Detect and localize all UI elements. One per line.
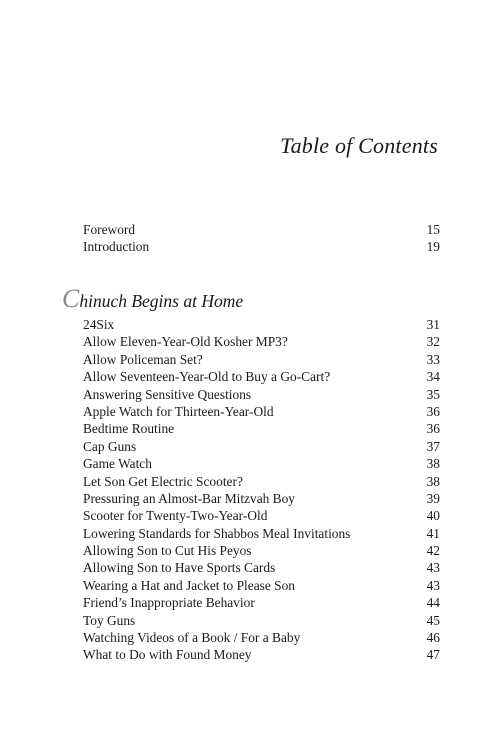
toc-entry[interactable] [83, 525, 440, 542]
toc-entry[interactable] [83, 368, 440, 385]
toc-entry-page-number: 19 [426, 239, 440, 255]
toc-entry-title: Wearing a Hat and Jacket to Please Son [83, 577, 295, 593]
toc-entry-page-number: 32 [426, 334, 440, 350]
toc-entry-page-number: 37 [426, 438, 440, 454]
toc-entry-page-number: 35 [426, 386, 440, 402]
toc-entry[interactable] [83, 490, 440, 507]
toc-entry-title: Lowering Standards for Shabbos Meal Invitations [83, 525, 351, 541]
toc-entry[interactable] [83, 612, 440, 629]
toc-entry-title: Bedtime Routine [83, 421, 175, 437]
toc-entry-title: Pressuring an Almost-Bar Mitzvah Boy [83, 490, 296, 506]
toc-entry[interactable] [83, 238, 440, 255]
toc-entry-title: Game Watch [83, 456, 152, 472]
toc-entry-page-number: 15 [426, 222, 440, 237]
toc-entry-title: Foreword [83, 222, 136, 237]
toc-entry-page-number: 45 [426, 612, 440, 628]
toc-entry-page-number: 44 [426, 595, 440, 611]
toc-entry-page-number: 36 [426, 403, 440, 419]
toc-entry[interactable] [83, 438, 440, 455]
page-title: Table of Contents [280, 133, 438, 158]
section-heading [62, 284, 243, 314]
toc-entry-page-number: 36 [426, 421, 440, 437]
toc-entry-page-number: 40 [426, 508, 440, 524]
toc-entry-title: Allow Policeman Set? [83, 351, 203, 367]
toc-entry-page-number: 38 [426, 456, 440, 472]
toc-entry-title: Watching Videos of a Book / For a Baby [83, 630, 301, 646]
toc-entry[interactable] [83, 507, 440, 524]
toc-entry[interactable] [83, 594, 440, 611]
toc-entry[interactable] [83, 221, 440, 238]
toc-entry-title: Cap Guns [83, 438, 137, 454]
toc-entry-title: Let Son Get Electric Scooter? [83, 473, 243, 489]
toc-entry-title: Allowing Son to Cut His Peyos [83, 543, 252, 559]
toc-entry[interactable] [83, 577, 440, 594]
toc-entry[interactable] [83, 455, 440, 472]
section-heading-text: hinuch Begins at Home [79, 291, 244, 311]
toc-entry[interactable] [83, 333, 440, 350]
toc-entry-page-number: 43 [426, 577, 440, 593]
toc-entry-page-number: 34 [426, 369, 440, 385]
toc-entry-title: Toy Guns [83, 612, 136, 628]
toc-entry-page-number: 41 [426, 525, 440, 541]
toc-entry-title: Scooter for Twenty-Two-Year-Old [83, 508, 268, 524]
toc-entry-title: Allow Eleven-Year-Old Kosher MP3? [83, 334, 288, 350]
toc-entry-title: Answering Sensitive Questions [83, 386, 252, 402]
toc-entry[interactable] [83, 316, 440, 333]
toc-entry-page-number: 42 [426, 543, 440, 559]
toc-entry-page-number: 31 [426, 317, 440, 332]
toc-entry-title: Allowing Son to Have Sports Cards [83, 560, 276, 576]
toc-entry-page-number: 33 [426, 351, 440, 367]
toc-entry-title: 24Six [83, 317, 115, 332]
toc-entry[interactable] [83, 386, 440, 403]
toc-entry-title: Apple Watch for Thirteen-Year-Old [83, 403, 274, 419]
toc-entry-title: Friend’s Inappropriate Behavior [83, 595, 255, 611]
toc-entry[interactable] [83, 559, 440, 576]
toc-entry[interactable] [83, 646, 440, 663]
section-entry-list [83, 316, 440, 664]
section-heading-initial: C [62, 284, 80, 313]
toc-entry-page-number: 47 [426, 647, 440, 663]
toc-entry[interactable] [83, 629, 440, 646]
toc-entry-page-number: 46 [426, 630, 440, 646]
toc-entry-page-number: 38 [426, 473, 440, 489]
toc-entry-title: What to Do with Found Money [83, 647, 252, 663]
toc-entry-title: Allow Seventeen-Year-Old to Buy a Go-Cart? [83, 369, 331, 385]
toc-entry-page-number: 39 [426, 490, 440, 506]
toc-entry[interactable] [83, 351, 440, 368]
toc-entry-page-number: 43 [426, 560, 440, 576]
toc-entry[interactable] [83, 420, 440, 437]
toc-entry[interactable] [83, 473, 440, 490]
toc-entry-title: Introduction [83, 239, 150, 255]
toc-entry[interactable] [83, 403, 440, 420]
toc-entry[interactable] [83, 542, 440, 559]
front-matter-list [83, 221, 440, 256]
